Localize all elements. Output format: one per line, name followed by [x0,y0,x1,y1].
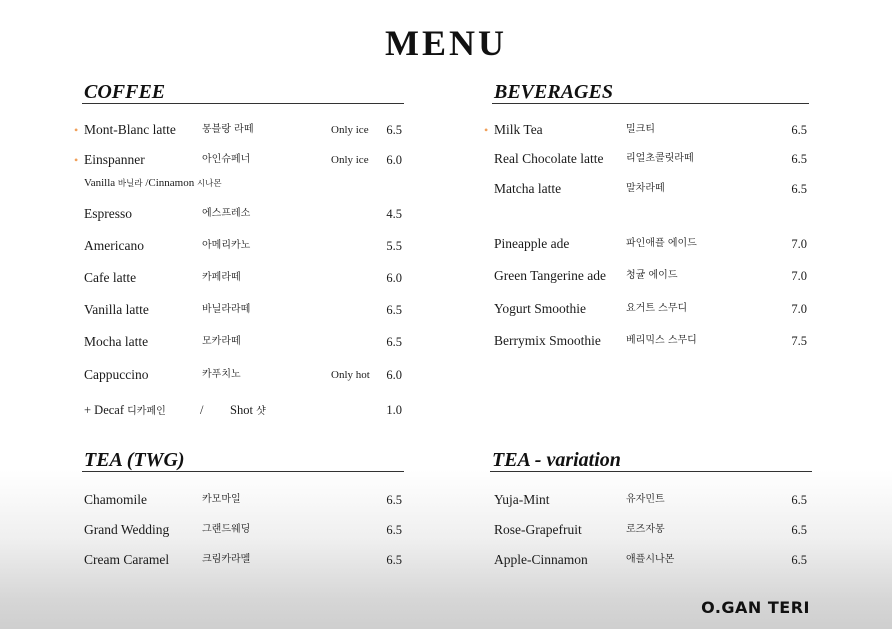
item-price: 6.5 [791,523,807,537]
item-name-ko: 몽블랑 라떼 [202,124,254,135]
item-note: Only ice [331,154,369,166]
item-price: 6.5 [386,523,402,537]
item-name-ko: 아메리카노 [202,240,251,251]
menu-item [74,150,404,170]
item-name-ko: 베리믹스 스무디 [626,335,697,346]
item-name: Chamomile [84,492,147,507]
menu-item [492,266,809,286]
item-price: 6.5 [791,493,807,507]
item-name: Pineapple ade [494,236,570,251]
menu-item [490,490,812,510]
item-note: Only hot [331,369,370,381]
signature-dot-icon: • [74,123,79,137]
menu-item [492,179,809,199]
option-separator: / [145,177,149,189]
menu-item [82,236,404,256]
brand-logo: O.GAN TERI [701,598,810,617]
menu-item [492,299,809,319]
item-note: Only ice [331,124,369,136]
section-heading-coffee: COFFEE [82,80,404,104]
item-name-ko: 로즈자몽 [626,524,665,535]
menu-item-extra [82,400,404,420]
menu-item [82,520,404,540]
item-price: 6.5 [791,123,807,137]
item-price: 6.5 [386,493,402,507]
option-vanilla-ko: 바닐라 [117,179,143,189]
item-name-ko: 리얼초콜릿라떼 [626,153,694,164]
item-price: 4.5 [386,207,402,221]
item-price: 6.5 [791,553,807,567]
item-name-ko: 밀크티 [626,124,655,135]
option-cinnamon: Cinnamon [148,177,195,189]
item-price: 6.5 [386,553,402,567]
item-name-ko: 파인애플 에이드 [626,238,697,249]
item-name: Green Tangerine ade [494,268,606,283]
item-name: Grand Wedding [84,522,170,537]
item-price: 6.5 [791,182,807,196]
item-name-ko: 유자민트 [626,494,665,505]
item-name: Espresso [84,206,132,221]
item-name: Cream Caramel [84,552,170,567]
shot-label: Shot 샷 [230,403,266,417]
item-name: Mocha latte [84,334,149,349]
decaf-label: + Decaf 디카페인 [84,403,166,417]
option-vanilla: Vanilla [84,177,116,189]
item-name: Yogurt Smoothie [494,301,587,316]
section-coffee [74,80,404,430]
menu-item [492,234,809,254]
menu-item [492,149,809,169]
menu-item [82,300,404,320]
item-price: 1.0 [386,403,402,417]
item-name-ko: 모카라떼 [202,336,241,347]
menu-item [492,331,809,351]
item-name: Apple-Cinnamon [494,552,588,567]
option-cinnamon-ko: 시나몬 [196,179,222,189]
item-price: 6.5 [791,152,807,166]
item-price: 7.0 [791,237,807,251]
menu-item [490,550,812,570]
signature-dot-icon: • [484,123,489,137]
item-price: 7.5 [791,334,807,348]
item-name: Milk Tea [494,122,543,137]
item-name: Einspanner [84,152,145,167]
item-name-ko: 청귤 에이드 [626,270,678,281]
item-name: Americano [84,238,144,253]
menu-item [74,120,404,140]
item-price: 5.5 [386,239,402,253]
signature-dot-icon: • [74,153,79,167]
item-price: 6.5 [386,335,402,349]
item-name-ko: 크림카라멜 [202,554,251,565]
item-name-ko: 그랜드웨딩 [202,524,251,535]
item-name-ko: 요거트 스무디 [626,303,688,314]
item-name: Matcha latte [494,181,562,196]
menu-item [82,204,404,224]
menu-item [82,550,404,570]
section-beverages [484,80,809,370]
menu-item [490,520,812,540]
section-tea-twg [82,448,404,578]
item-name-ko: 아인슈페너 [202,154,251,165]
menu-item [82,365,404,385]
decaf-separator: / [200,403,204,417]
menu-item [82,332,404,352]
item-name-ko: 말차라떼 [626,183,665,194]
item-name: Cappuccino [84,367,149,382]
item-name: Cafe latte [84,270,137,285]
item-name-ko: 에스프레소 [202,208,251,219]
item-name: Rose-Grapefruit [494,522,582,537]
section-heading-tea-twg: TEA (TWG) [82,448,404,472]
item-price: 7.0 [791,302,807,316]
item-name: Mont-Blanc latte [84,122,176,137]
section-tea-variation [490,448,812,578]
menu-item [484,120,809,140]
item-name: Berrymix Smoothie [494,333,601,348]
item-name: Vanilla latte [84,302,149,317]
item-name-ko: 카모마일 [202,494,241,505]
item-name-ko: 카푸치노 [202,369,241,380]
item-price: 6.0 [386,368,402,382]
item-name-ko: 바닐라라떼 [202,304,251,315]
einspanner-options [84,176,222,191]
menu-item [82,490,404,510]
section-heading-beverages: BEVERAGES [492,80,809,104]
section-heading-tea-variation: TEA - variation [490,448,812,472]
item-price: 6.0 [386,153,402,167]
item-price: 6.5 [386,303,402,317]
item-price: 6.5 [386,123,402,137]
menu-title: MENU [385,23,507,63]
item-name-ko: 카페라떼 [202,272,241,283]
item-name-ko: 애플시나몬 [626,554,675,565]
item-name: Real Chocolate latte [494,151,604,166]
menu-item [82,268,404,288]
item-price: 6.0 [386,271,402,285]
item-name: Yuja-Mint [494,492,550,507]
item-price: 7.0 [791,269,807,283]
